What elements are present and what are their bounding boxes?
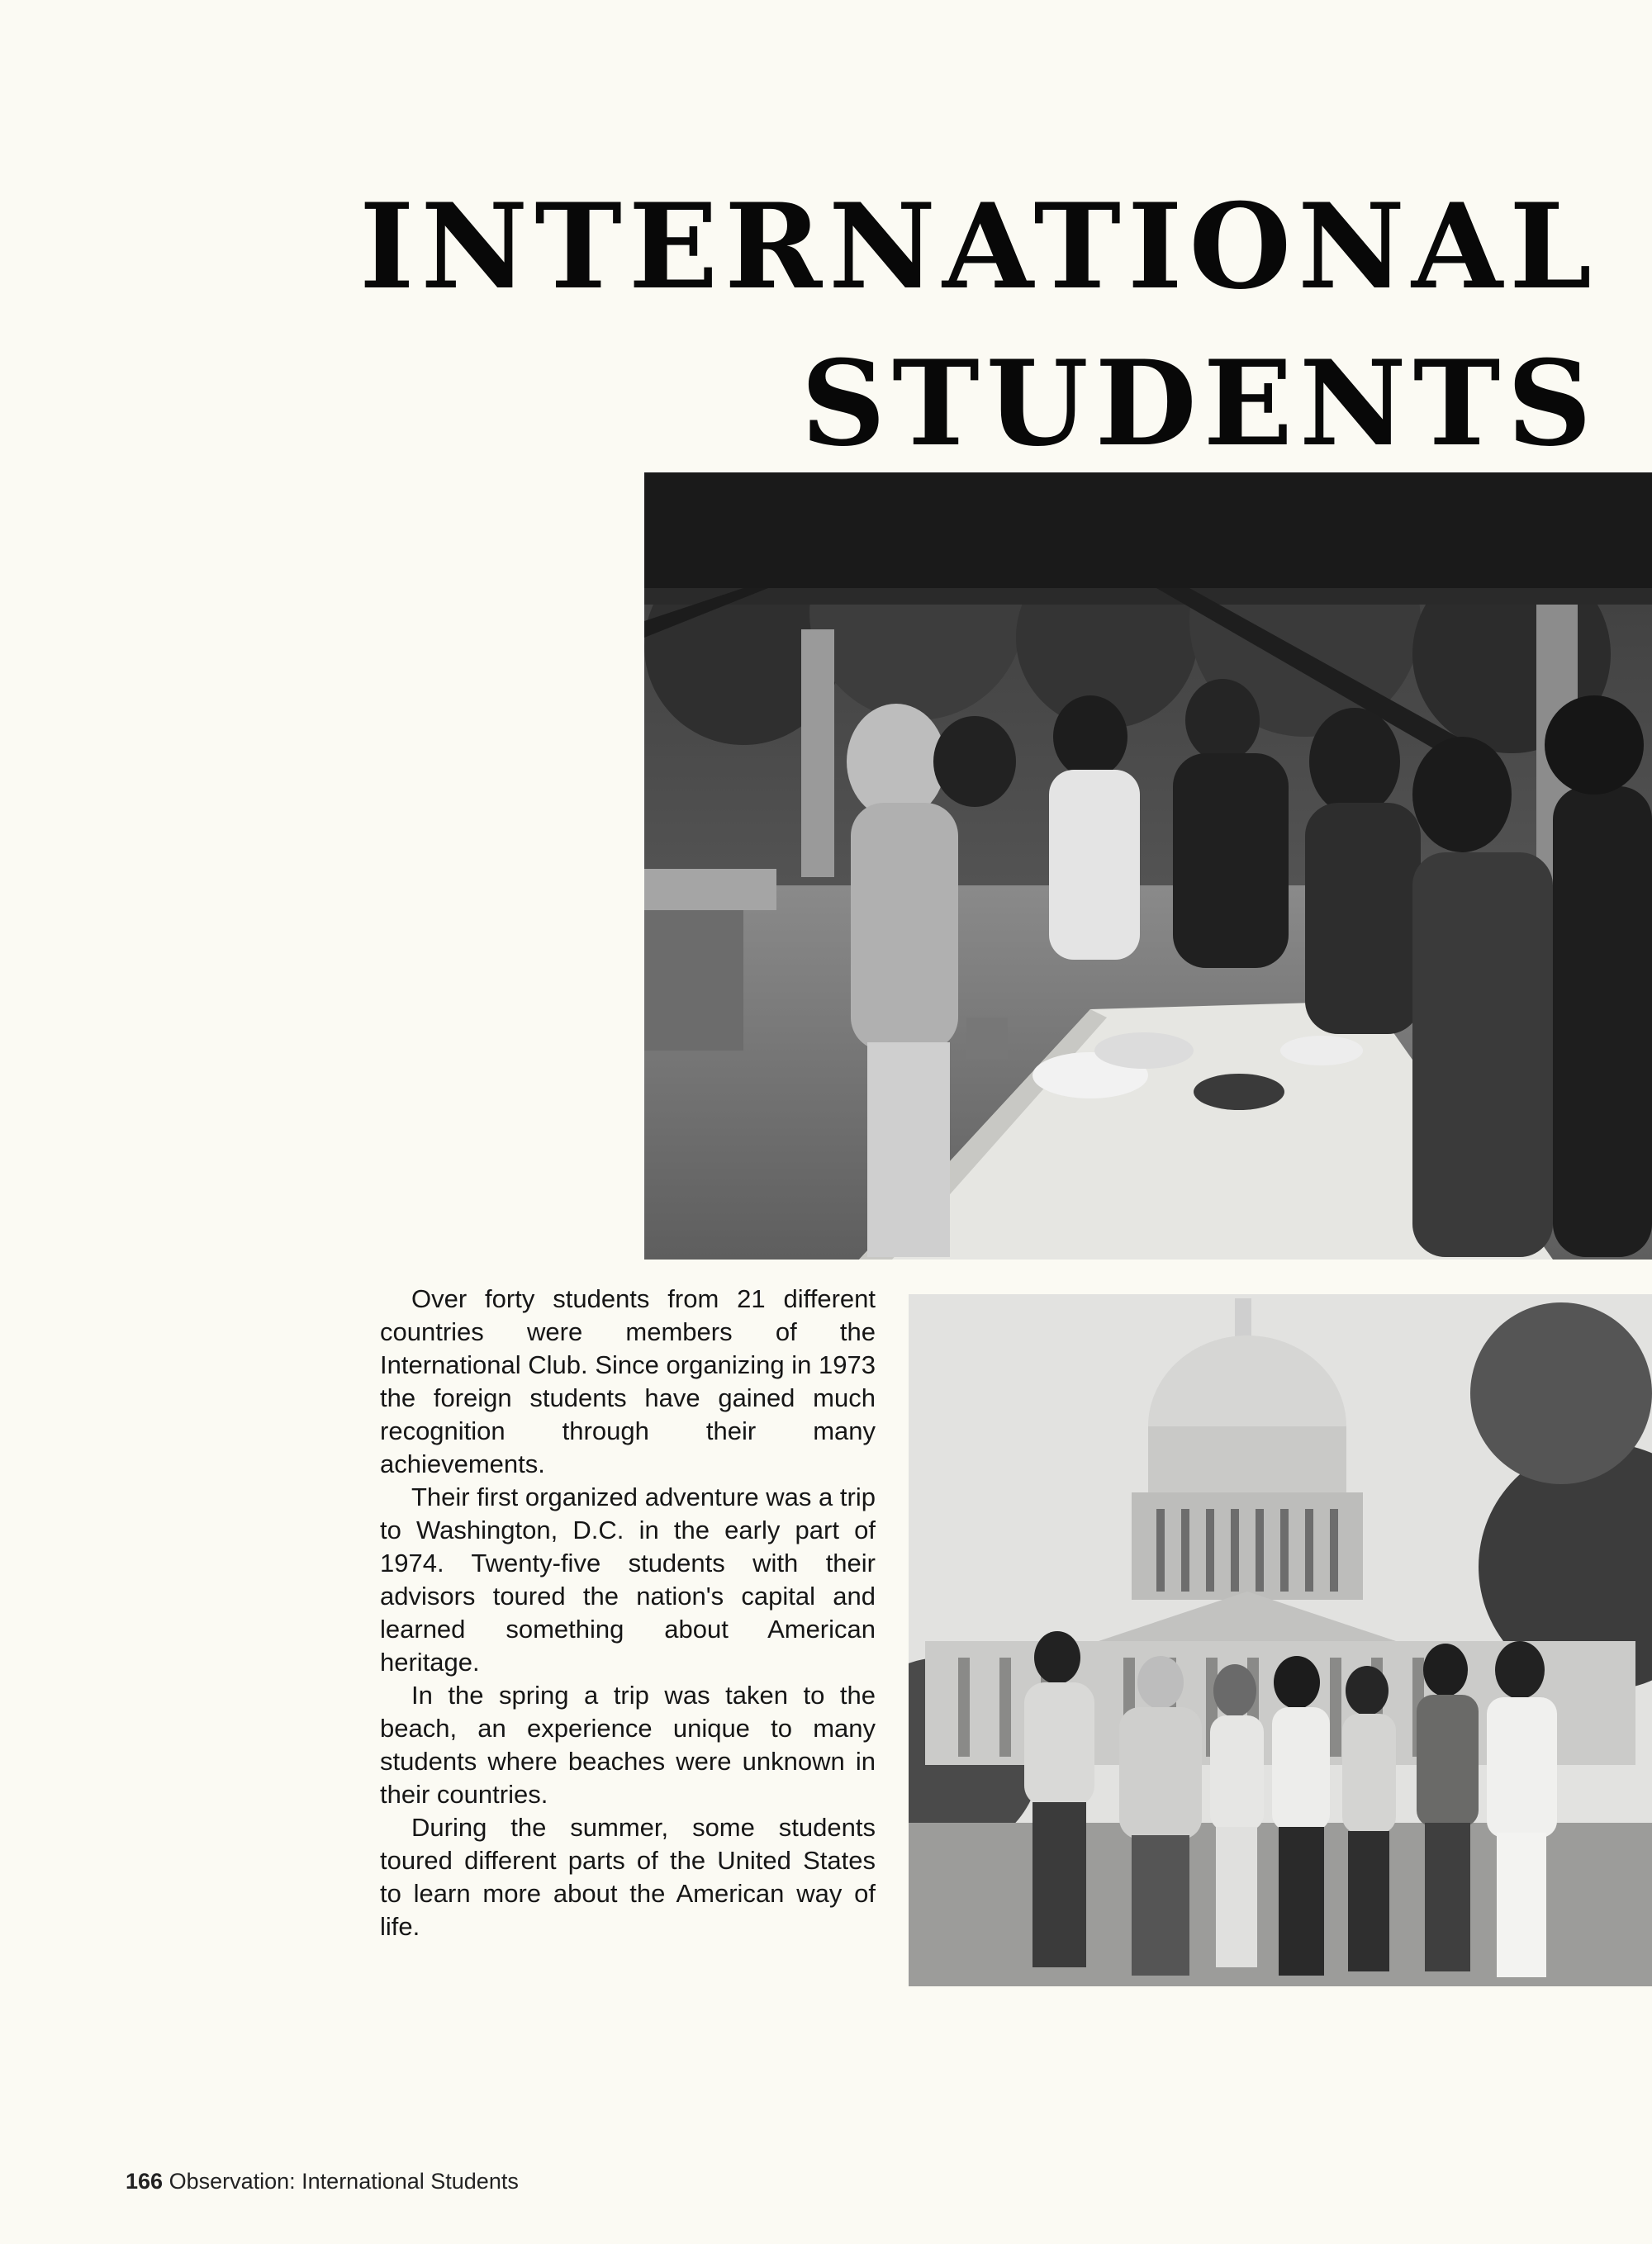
paragraph-2: Their first organized adventure was a trip to Washington, D.C. in the early part of 1974. Twenty-five students with their advisors toured the nation's capital and learned something about American heritage. (380, 1483, 876, 1677)
paragraph-3: In the spring a trip was taken to the beach, an experience unique to many students where beaches were unknown in their countries. (380, 1681, 876, 1809)
article-body (380, 1283, 876, 1943)
page-number: 166 (126, 2169, 164, 2194)
footer-section: Observation: International Students (169, 2169, 519, 2194)
paragraph-1: Over forty students from 21 different countries were members of the International Club. Since organizing in 1973 the foreign students have gained much recognition through their many achievements. (380, 1284, 876, 1478)
picnic-photo (644, 472, 1652, 1260)
page-footer (126, 2169, 519, 2194)
page-title-line-1: INTERNATIONAL (359, 178, 1598, 315)
page-title-line-2: STUDENTS (800, 335, 1598, 472)
capitol-photo (909, 1294, 1652, 1986)
paragraph-4: During the summer, some students toured different parts of the United States to learn more about the American way of life. (380, 1813, 876, 1941)
